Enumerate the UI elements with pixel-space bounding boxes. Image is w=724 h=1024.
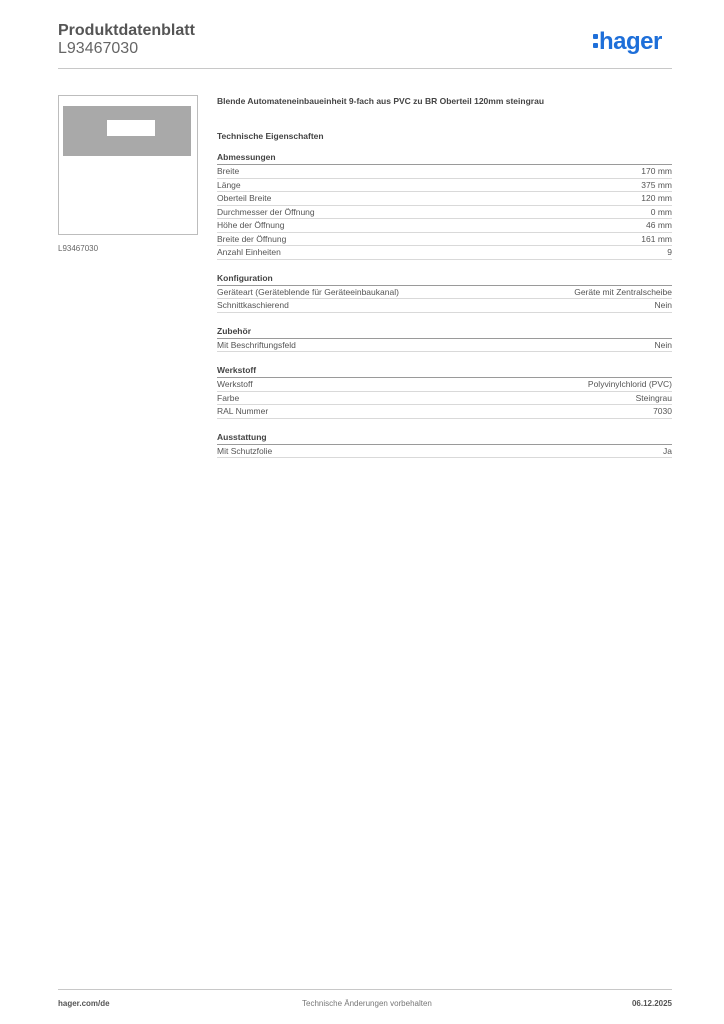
property-label: Schnittkaschierend xyxy=(217,300,289,310)
property-row xyxy=(217,286,672,300)
property-value: 375 mm xyxy=(641,179,672,190)
property-row xyxy=(217,206,672,220)
image-caption: L93467030 xyxy=(58,244,99,253)
property-label: Oberteil Breite xyxy=(217,193,272,203)
property-row xyxy=(217,392,672,406)
group-title: Werkstoff xyxy=(217,365,672,378)
property-group xyxy=(217,326,672,353)
properties-groups xyxy=(217,152,672,458)
property-label: Durchmesser der Öffnung xyxy=(217,206,315,217)
property-label: Mit Schutzfolie xyxy=(217,445,273,456)
property-group xyxy=(217,152,672,260)
page-title: Produktdatenblatt xyxy=(58,22,195,39)
property-group xyxy=(217,273,672,313)
footer-disclaimer: Technische Änderungen vorbehalten xyxy=(302,999,432,1008)
property-value: Nein xyxy=(654,300,672,310)
property-label: RAL Nummer xyxy=(217,406,269,416)
header-divider xyxy=(58,68,672,69)
property-row xyxy=(217,219,672,233)
property-value: 161 mm xyxy=(641,233,672,244)
property-row xyxy=(217,299,672,313)
property-row xyxy=(217,179,672,193)
property-row xyxy=(217,233,672,247)
property-row xyxy=(217,339,672,353)
property-value: 0 mm xyxy=(650,206,672,217)
property-row xyxy=(217,378,672,392)
property-value: Nein xyxy=(654,339,672,350)
hager-logo xyxy=(593,27,662,57)
group-title: Zubehör xyxy=(217,326,672,339)
property-label: Breite der Öffnung xyxy=(217,233,287,244)
logo-text: hager xyxy=(599,28,662,55)
group-title: Konfiguration xyxy=(217,273,672,286)
property-label: Höhe der Öffnung xyxy=(217,220,285,230)
footer-divider xyxy=(58,989,672,990)
property-label: Werkstoff xyxy=(217,379,253,389)
property-row xyxy=(217,246,672,260)
logo-dots-icon xyxy=(593,31,598,51)
product-image xyxy=(58,95,198,235)
property-row xyxy=(217,165,672,179)
product-title: Blende Automateneinbaueinheit 9-fach aus PVC zu BR Oberteil 120mm steingrau xyxy=(217,96,545,106)
property-row xyxy=(217,405,672,419)
property-label: Geräteart (Geräteblende für Geräteeinbaukanal) xyxy=(217,286,399,297)
product-code: L93467030 xyxy=(58,40,139,57)
property-label: Anzahl Einheiten xyxy=(217,247,281,257)
property-value: 46 mm xyxy=(646,220,672,230)
property-label: Länge xyxy=(217,179,241,190)
footer-date: 06.12.2025 xyxy=(631,999,672,1008)
property-label: Farbe xyxy=(217,392,240,403)
property-row xyxy=(217,445,672,459)
property-value: 170 mm xyxy=(641,166,672,176)
property-value: 9 xyxy=(667,247,672,257)
property-value: Steingrau xyxy=(635,392,672,403)
property-value: Polyvinylchlorid (PVC) xyxy=(587,379,672,389)
property-group xyxy=(217,432,672,459)
property-value: Ja xyxy=(663,445,672,456)
property-row xyxy=(217,192,672,206)
property-group xyxy=(217,365,672,419)
property-value: 7030 xyxy=(653,406,672,416)
cover-plate-opening xyxy=(107,120,155,136)
product-details xyxy=(217,96,672,458)
footer-website: hager.com/de xyxy=(58,999,110,1008)
section-title: Technische Eigenschaften xyxy=(217,131,324,141)
cover-plate-shape xyxy=(63,106,191,156)
property-value: 120 mm xyxy=(641,193,672,203)
property-label: Mit Beschriftungsfeld xyxy=(217,339,296,350)
group-title: Abmessungen xyxy=(217,152,672,165)
property-label: Breite xyxy=(217,166,240,176)
group-title: Ausstattung xyxy=(217,432,672,445)
property-value: Geräte mit Zentralscheibe xyxy=(574,286,672,297)
